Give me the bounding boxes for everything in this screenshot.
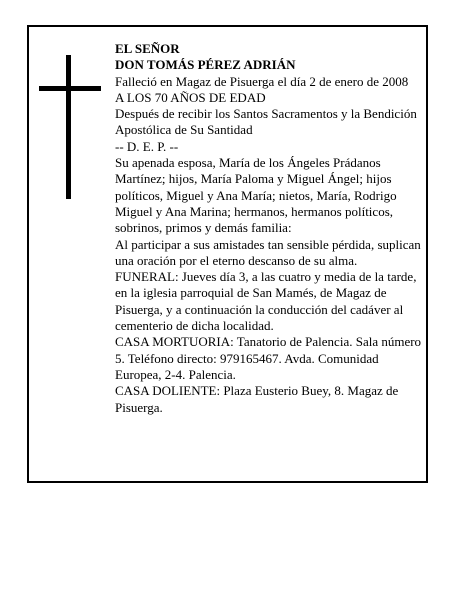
cross-horizontal-bar — [39, 86, 101, 91]
title-line-1: EL SEÑOR — [115, 41, 180, 56]
latin-cross-icon — [39, 55, 101, 199]
cross-vertical-bar — [66, 55, 71, 199]
request-paragraph: Al participar a sus amistades tan sensible pérdida, suplican una oración por el eterno descanso de su alma. — [115, 236, 421, 268]
death-info: Falleció en Magaz de Pisuerga el día 2 de enero de 2008 — [115, 73, 409, 89]
mourning-house-paragraph: CASA DOLIENTE: Plaza Eusterio Buey, 8. Magaz de Pisuerga. — [115, 383, 399, 415]
age-line: A LOS 70 AÑOS DE EDAD — [115, 89, 266, 105]
rip-line: -- D. E. P. -- — [115, 138, 179, 154]
obituary-notice — [27, 25, 428, 483]
deceased-name: DON TOMÁS PÉREZ ADRIÁN — [115, 57, 296, 73]
mortuary-paragraph: CASA MORTUORIA: Tanatorio de Palencia. Sala número 5. Teléfono directo: 979165467. Avda. Comunidad Europea, 2-4. Palencia. — [115, 334, 422, 382]
family-paragraph: Su apenada esposa, María de los Ángeles Prádanos Martínez; hijos, María Paloma y Miguel Ángel; hijos políticos, Miguel y Ana María; nietos, María, Rodrigo Miguel y Ana Marina; hermanos, hermanos políticos, sobrinos, primos y demás familia: — [115, 155, 397, 236]
funeral-paragraph: FUNERAL: Jueves día 3, a las cuatro y media de la tarde, en la iglesia parroquial de San Mamés, de Magaz de Pisuerga, y a continuación la conducción del cadáver al cementerio de dicha localidad. — [115, 269, 417, 334]
sacraments-line: Después de recibir los Santos Sacramentos y la Bendición Apostólica de Su Santidad — [115, 106, 417, 138]
notice-text — [115, 41, 427, 416]
